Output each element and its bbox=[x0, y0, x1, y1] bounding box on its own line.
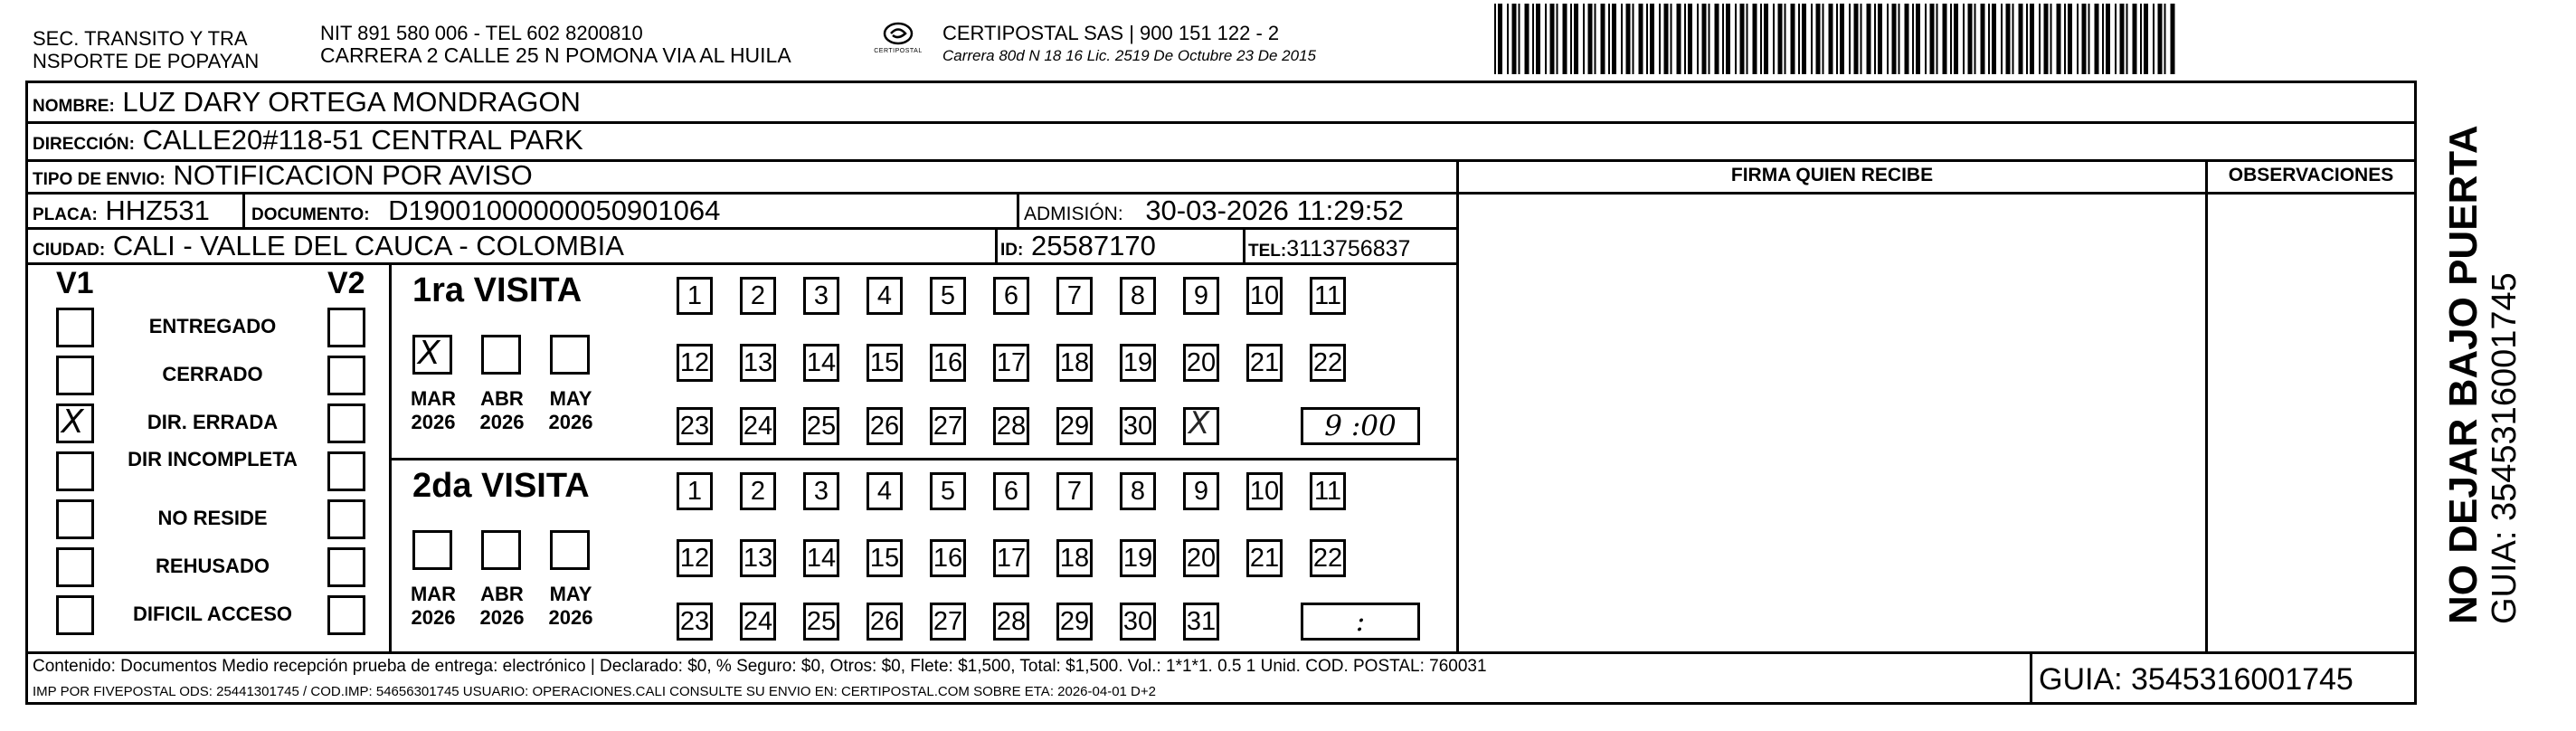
month-name: MAR bbox=[410, 387, 457, 410]
day-box[interactable]: 12 bbox=[677, 539, 713, 577]
day-box[interactable]: 30 bbox=[1120, 603, 1156, 641]
barcode-bar bbox=[1975, 4, 1976, 74]
rule bbox=[1243, 227, 1245, 263]
sender-name bbox=[33, 27, 259, 72]
day-box[interactable]: 27 bbox=[930, 407, 966, 445]
day-box[interactable]: 22 bbox=[1310, 539, 1346, 577]
barcode-bar bbox=[2153, 4, 2155, 74]
barcode-bar bbox=[1601, 4, 1605, 74]
documento-row bbox=[251, 195, 720, 231]
status-v1-checkbox[interactable] bbox=[56, 356, 94, 395]
barcode-bar bbox=[1671, 4, 1672, 74]
rule bbox=[389, 458, 1456, 460]
day-box[interactable]: 14 bbox=[803, 539, 839, 577]
barcode-bar bbox=[2095, 4, 2099, 74]
barcode-bar bbox=[1943, 4, 1947, 74]
day-box[interactable]: 31 bbox=[1183, 603, 1219, 641]
day-box[interactable]: 7 bbox=[1056, 277, 1093, 315]
id-label: ID: bbox=[1000, 241, 1024, 260]
month-year: 2026 bbox=[548, 606, 593, 629]
barcode-bar bbox=[1867, 4, 1871, 74]
barcode-bar bbox=[1823, 4, 1824, 74]
day-box[interactable]: 7 bbox=[1056, 472, 1093, 510]
day-box[interactable]: 16 bbox=[930, 539, 966, 577]
barcode-bar bbox=[1988, 4, 1990, 74]
barcode-bar bbox=[1950, 4, 1952, 74]
barcode-bar bbox=[1507, 4, 1509, 74]
day-box[interactable]: 8 bbox=[1120, 472, 1156, 510]
barcode-bar bbox=[1498, 4, 1502, 74]
carrier-address: Carrera 80d N 18 16 Lic. 2519 De Octubre 23 De 2015 bbox=[942, 47, 1316, 64]
carrier-info bbox=[942, 22, 1316, 67]
status-label: DIFICIL ACCESO bbox=[132, 603, 292, 625]
status-v1-checkbox[interactable] bbox=[56, 403, 94, 443]
barcode-bar bbox=[2044, 4, 2049, 74]
barcode-bar bbox=[1753, 4, 1757, 74]
barcode-bar bbox=[1697, 4, 1699, 74]
barcode-bar bbox=[1536, 4, 1540, 74]
barcode-bar bbox=[1633, 4, 1634, 74]
side-guia: GUIA: 3545316001745 bbox=[2486, 272, 2524, 624]
barcode-bar bbox=[1854, 4, 1859, 74]
barcode-bar bbox=[1811, 4, 1813, 74]
barcode-bar bbox=[2133, 4, 2137, 74]
time-field[interactable]: 9 :00 bbox=[1301, 407, 1420, 445]
barcode-bar bbox=[1545, 4, 1547, 74]
day-box[interactable]: 2 bbox=[740, 472, 776, 510]
month-year: 2026 bbox=[411, 411, 456, 433]
barcode-bar bbox=[1574, 4, 1578, 74]
status-v1-checkbox[interactable] bbox=[56, 308, 94, 347]
placa-value: HHZ531 bbox=[105, 195, 210, 226]
day-box[interactable]: 26 bbox=[867, 407, 903, 445]
day-box[interactable]: 30 bbox=[1120, 407, 1156, 445]
month-label bbox=[539, 583, 602, 630]
barcode-bar bbox=[1930, 4, 1935, 74]
month-checkbox[interactable] bbox=[412, 335, 452, 375]
carrier-logo bbox=[868, 20, 928, 65]
day-box[interactable]: 24 bbox=[740, 603, 776, 641]
day-box[interactable]: 6 bbox=[993, 472, 1029, 510]
day-box[interactable]: 29 bbox=[1056, 407, 1093, 445]
day-box[interactable]: 21 bbox=[1246, 539, 1283, 577]
rule bbox=[1456, 159, 1459, 653]
barcode-bar bbox=[2001, 4, 2003, 74]
barcode-bar bbox=[1512, 4, 1517, 74]
barcode-bar bbox=[1905, 4, 1909, 74]
day-box[interactable]: 11 bbox=[1310, 472, 1346, 510]
carrier-logo-icon bbox=[882, 20, 914, 47]
tel-label: TEL: bbox=[1248, 242, 1287, 261]
day-box[interactable]: 3 bbox=[803, 472, 839, 510]
status-v1-checkbox[interactable] bbox=[56, 547, 94, 587]
day-box[interactable]: 15 bbox=[867, 539, 903, 577]
barcode-bar bbox=[1861, 4, 1862, 74]
footer-contenido: Contenido: Documentos Medio recepción prueba de entrega: electrónico | Declarado: $0, % Seguro: $0, Otros: $0, Flete: $1,500, Total: $1,500. Vol.: 1*1*1. 0.5 1 Unid. COD. POSTAL: 760031 bbox=[33, 657, 1487, 676]
day-box[interactable]: 24 bbox=[740, 407, 776, 445]
status-v2-checkbox[interactable] bbox=[327, 547, 365, 587]
footer-guia: GUIA: 3545316001745 bbox=[2039, 662, 2353, 697]
barcode-bar bbox=[1688, 4, 1692, 74]
month-checkbox[interactable] bbox=[550, 530, 590, 570]
day-box[interactable]: 4 bbox=[867, 277, 903, 315]
ciudad-label: CIUDAD: bbox=[33, 241, 106, 260]
barcode-bar bbox=[1802, 4, 1806, 74]
status-label: ENTREGADO bbox=[148, 315, 277, 337]
month-year: 2026 bbox=[479, 411, 525, 433]
side-text bbox=[2442, 125, 2524, 624]
tipo-row bbox=[33, 160, 533, 195]
barcode-bar bbox=[2050, 4, 2052, 74]
barcode-bar bbox=[1892, 4, 1897, 74]
day-box[interactable]: 12 bbox=[677, 344, 713, 382]
barcode-bar bbox=[1878, 4, 1882, 74]
barcode-bar bbox=[1785, 4, 1786, 74]
barcode-bar bbox=[2057, 4, 2061, 74]
placa-label: PLACA: bbox=[33, 205, 98, 224]
barcode-bar bbox=[1715, 4, 1719, 74]
day-box[interactable]: 2 bbox=[740, 277, 776, 315]
visit-title: 2da VISITA bbox=[412, 467, 590, 505]
status-v2-checkbox[interactable] bbox=[327, 308, 365, 347]
day-box[interactable]: 23 bbox=[677, 603, 713, 641]
day-box[interactable]: 8 bbox=[1120, 277, 1156, 315]
barcode bbox=[1494, 4, 2182, 74]
day-box[interactable]: 10 bbox=[1246, 277, 1283, 315]
barcode-bar bbox=[1992, 4, 1996, 74]
nombre-value: LUZ DARY ORTEGA MONDRAGON bbox=[122, 86, 581, 118]
month-year: 2026 bbox=[548, 411, 593, 433]
barcode-bar bbox=[1684, 4, 1686, 74]
month-name: ABR bbox=[480, 387, 524, 410]
tipo-label: TIPO DE ENVIO: bbox=[33, 170, 166, 189]
day-box[interactable]: 19 bbox=[1120, 344, 1156, 382]
barcode-bar bbox=[2158, 4, 2163, 74]
barcode-bar bbox=[1773, 4, 1775, 74]
day-box[interactable]: 17 bbox=[993, 344, 1029, 382]
barcode-bar bbox=[2171, 4, 2175, 74]
status-v2-checkbox[interactable] bbox=[327, 356, 365, 395]
v2-header: V2 bbox=[327, 266, 365, 300]
month-name: ABR bbox=[480, 583, 524, 605]
barcode-bar bbox=[1954, 4, 1958, 74]
month-name: MAY bbox=[549, 583, 592, 605]
barcode-bar bbox=[2082, 4, 2087, 74]
barcode-bar bbox=[2006, 4, 2011, 74]
day-box[interactable]: 5 bbox=[930, 472, 966, 510]
barcode-bar bbox=[1532, 4, 1534, 74]
month-checkbox[interactable] bbox=[412, 530, 452, 570]
rule bbox=[1017, 192, 1019, 228]
day-box[interactable]: 18 bbox=[1056, 539, 1093, 577]
status-v2-checkbox[interactable] bbox=[327, 403, 365, 443]
documento-value: D19001000000050901064 bbox=[388, 195, 721, 226]
day-box[interactable]: 26 bbox=[867, 603, 903, 641]
placa-row bbox=[33, 195, 210, 231]
barcode-bar bbox=[1646, 4, 1648, 74]
barcode-bar bbox=[1968, 4, 1973, 74]
day-box[interactable] bbox=[1183, 407, 1219, 445]
barcode-bar bbox=[1621, 4, 1623, 74]
time-field[interactable]: : bbox=[1301, 603, 1420, 641]
barcode-bar bbox=[1557, 4, 1558, 74]
barcode-bar bbox=[2115, 4, 2117, 74]
barcode-bar bbox=[2144, 4, 2148, 74]
month-label bbox=[402, 583, 465, 630]
barcode-bar bbox=[1764, 4, 1768, 74]
day-box[interactable]: 9 bbox=[1183, 277, 1219, 315]
barcode-bar bbox=[2164, 4, 2166, 74]
carrier-logo-text: CERTIPOSTAL bbox=[874, 48, 923, 54]
barcode-bar bbox=[1583, 4, 1585, 74]
sender-line1: SEC. TRANSITO Y TRA bbox=[33, 27, 248, 50]
id-value: 25587170 bbox=[1030, 230, 1156, 261]
month-checkbox[interactable] bbox=[481, 530, 521, 570]
barcode-bar bbox=[2030, 4, 2034, 74]
status-v2-checkbox[interactable] bbox=[327, 499, 365, 539]
day-box[interactable]: 9 bbox=[1183, 472, 1219, 510]
barcode-bar bbox=[2012, 4, 2014, 74]
barcode-bar bbox=[2140, 4, 2142, 74]
barcode-bar bbox=[1588, 4, 1593, 74]
rule bbox=[2030, 651, 2032, 705]
barcode-bar bbox=[1916, 4, 1920, 74]
barcode-bar bbox=[1494, 4, 1496, 74]
barcode-bar bbox=[1874, 4, 1876, 74]
month-name: MAY bbox=[549, 387, 592, 410]
barcode-bar bbox=[1899, 4, 1900, 74]
barcode-bar bbox=[1525, 4, 1530, 74]
status-label: DIR. ERRADA bbox=[147, 411, 279, 433]
admision-label: ADMISIÓN: bbox=[1024, 204, 1123, 224]
barcode-bar bbox=[1626, 4, 1631, 74]
day-box[interactable]: 13 bbox=[740, 539, 776, 577]
barcode-bar bbox=[2106, 4, 2110, 74]
status-label: REHUSADO bbox=[156, 555, 270, 577]
direccion-row bbox=[33, 125, 583, 160]
v1-header: V1 bbox=[56, 266, 94, 300]
sender-address: CARRERA 2 CALLE 25 N POMONA VIA AL HUILA bbox=[320, 43, 791, 67]
barcode-bar bbox=[1550, 4, 1555, 74]
day-box[interactable]: 13 bbox=[740, 344, 776, 382]
status-v1-checkbox[interactable] bbox=[56, 499, 94, 539]
barcode-bar bbox=[1816, 4, 1821, 74]
status-label: DIR INCOMPLETA bbox=[128, 448, 298, 470]
sender-line2: NSPORTE DE POPAYAN bbox=[33, 50, 260, 72]
barcode-bar bbox=[1650, 4, 1654, 74]
direccion-label: DIRECCIÓN: bbox=[33, 135, 135, 154]
month-label bbox=[470, 387, 534, 434]
barcode-bar bbox=[1740, 4, 1745, 74]
sender-contact bbox=[320, 22, 791, 67]
barcode-bar bbox=[1937, 4, 1938, 74]
day-box[interactable]: 4 bbox=[867, 472, 903, 510]
day-box[interactable]: 6 bbox=[993, 277, 1029, 315]
barcode-bar bbox=[1702, 4, 1707, 74]
barcode-bar bbox=[1760, 4, 1762, 74]
month-label bbox=[470, 583, 534, 630]
day-box[interactable]: 5 bbox=[930, 277, 966, 315]
month-name: MAR bbox=[410, 583, 457, 605]
barcode-bar bbox=[2068, 4, 2072, 74]
barcode-bar bbox=[1726, 4, 1730, 74]
barcode-bar bbox=[1709, 4, 1710, 74]
month-label bbox=[402, 387, 465, 434]
barcode-bar bbox=[1963, 4, 1965, 74]
barcode-bar bbox=[1664, 4, 1669, 74]
barcode-bar bbox=[1981, 4, 1985, 74]
day-box[interactable]: 22 bbox=[1310, 344, 1346, 382]
day-box[interactable]: 3 bbox=[803, 277, 839, 315]
barcode-bar bbox=[2102, 4, 2104, 74]
barcode-bar bbox=[2126, 4, 2128, 74]
side-warning: NO DEJAR BAJO PUERTA bbox=[2441, 125, 2486, 624]
direccion-value: CALLE20#118-51 CENTRAL PARK bbox=[142, 124, 583, 156]
day-box[interactable]: 23 bbox=[677, 407, 713, 445]
barcode-bar bbox=[1791, 4, 1795, 74]
barcode-bar bbox=[2026, 4, 2028, 74]
barcode-bar bbox=[2019, 4, 2023, 74]
day-box[interactable]: 1 bbox=[677, 277, 713, 315]
day-box[interactable]: 25 bbox=[803, 407, 839, 445]
barcode-bar bbox=[1563, 4, 1567, 74]
day-box[interactable]: 20 bbox=[1183, 344, 1219, 382]
day-box[interactable]: 20 bbox=[1183, 539, 1219, 577]
nombre-row bbox=[33, 87, 581, 122]
day-box[interactable]: 25 bbox=[803, 603, 839, 641]
barcode-bar bbox=[1570, 4, 1572, 74]
status-v1-checkbox[interactable] bbox=[56, 595, 94, 635]
barcode-bar bbox=[1912, 4, 1914, 74]
day-box[interactable]: 21 bbox=[1246, 344, 1283, 382]
barcode-bar bbox=[1722, 4, 1724, 74]
admision-value: 30-03-2026 11:29:52 bbox=[1145, 195, 1404, 226]
tel-row bbox=[1248, 233, 1410, 267]
ciudad-value: CALI - VALLE DEL CAUCA - COLOMBIA bbox=[112, 230, 624, 261]
sender-nit: NIT 891 580 006 - TEL 602 8200810 bbox=[320, 22, 643, 44]
barcode-bar bbox=[1735, 4, 1737, 74]
barcode-bar bbox=[2120, 4, 2125, 74]
barcode-bar bbox=[1659, 4, 1661, 74]
month-year: 2026 bbox=[479, 606, 525, 629]
barcode-bar bbox=[1595, 4, 1596, 74]
day-box[interactable]: 17 bbox=[993, 539, 1029, 577]
barcode-bar bbox=[1887, 4, 1889, 74]
day-box[interactable]: 28 bbox=[993, 407, 1029, 445]
rule bbox=[25, 651, 2417, 654]
month-year: 2026 bbox=[411, 606, 456, 629]
status-v1-checkbox[interactable] bbox=[56, 451, 94, 491]
observaciones-header: OBSERVACIONES bbox=[2228, 165, 2394, 185]
ciudad-row bbox=[33, 231, 624, 266]
rule bbox=[242, 192, 245, 228]
day-box[interactable]: 15 bbox=[867, 344, 903, 382]
day-box[interactable]: 28 bbox=[993, 603, 1029, 641]
barcode-bar bbox=[1608, 4, 1610, 74]
day-box[interactable]: 16 bbox=[930, 344, 966, 382]
rule bbox=[995, 227, 998, 263]
barcode-bar bbox=[1677, 4, 1681, 74]
rule bbox=[389, 262, 392, 653]
footer-imp: IMP POR FIVEPOSTAL ODS: 25441301745 / COD.IMP: 54656301745 USUARIO: OPERACIONES.CALI CONSULTE SU ENVIO EN: CERTIPOSTAL.COM SOBRE ETA: 2026-04-01 D+2 bbox=[33, 684, 1156, 699]
status-label: CERRADO bbox=[162, 363, 263, 385]
barcode-bar bbox=[1829, 4, 1833, 74]
barcode-bar bbox=[2064, 4, 2066, 74]
month-label bbox=[539, 387, 602, 434]
status-v2-checkbox[interactable] bbox=[327, 451, 365, 491]
status-v2-checkbox[interactable] bbox=[327, 595, 365, 635]
barcode-bar bbox=[1639, 4, 1643, 74]
day-box[interactable]: 18 bbox=[1056, 344, 1093, 382]
barcode-bar bbox=[1612, 4, 1616, 74]
day-box[interactable]: 10 bbox=[1246, 472, 1283, 510]
rule bbox=[2205, 159, 2208, 653]
tipo-value: NOTIFICACION POR AVISO bbox=[173, 159, 533, 191]
day-box[interactable]: 11 bbox=[1310, 277, 1346, 315]
barcode-bar bbox=[1925, 4, 1927, 74]
tel-value: 3113756837 bbox=[1286, 236, 1411, 261]
barcode-bar bbox=[1798, 4, 1800, 74]
day-box[interactable]: 14 bbox=[803, 344, 839, 382]
id-row bbox=[1000, 231, 1156, 266]
admision-row bbox=[1024, 195, 1404, 230]
barcode-bar bbox=[1747, 4, 1748, 74]
barcode-bar bbox=[2077, 4, 2079, 74]
day-box[interactable]: 29 bbox=[1056, 603, 1093, 641]
status-label: NO RESIDE bbox=[157, 507, 268, 529]
day-box[interactable]: 1 bbox=[677, 472, 713, 510]
day-box[interactable]: 19 bbox=[1120, 539, 1156, 577]
month-checkbox[interactable] bbox=[481, 335, 521, 375]
barcode-bar bbox=[1849, 4, 1851, 74]
barcode-bar bbox=[1778, 4, 1783, 74]
month-checkbox[interactable] bbox=[550, 335, 590, 375]
barcode-bar bbox=[1840, 4, 1844, 74]
barcode-bar bbox=[2039, 4, 2041, 74]
day-box[interactable]: 27 bbox=[930, 603, 966, 641]
barcode-bar bbox=[1836, 4, 1838, 74]
documento-label: DOCUMENTO: bbox=[251, 205, 370, 224]
firma-header: FIRMA QUIEN RECIBE bbox=[1730, 165, 1934, 185]
nombre-label: NOMBRE: bbox=[33, 97, 115, 116]
barcode-bar bbox=[2088, 4, 2090, 74]
barcode-bar bbox=[1519, 4, 1520, 74]
carrier-name: CERTIPOSTAL SAS | 900 151 122 - 2 bbox=[942, 22, 1280, 44]
visit-title: 1ra VISITA bbox=[412, 271, 582, 309]
